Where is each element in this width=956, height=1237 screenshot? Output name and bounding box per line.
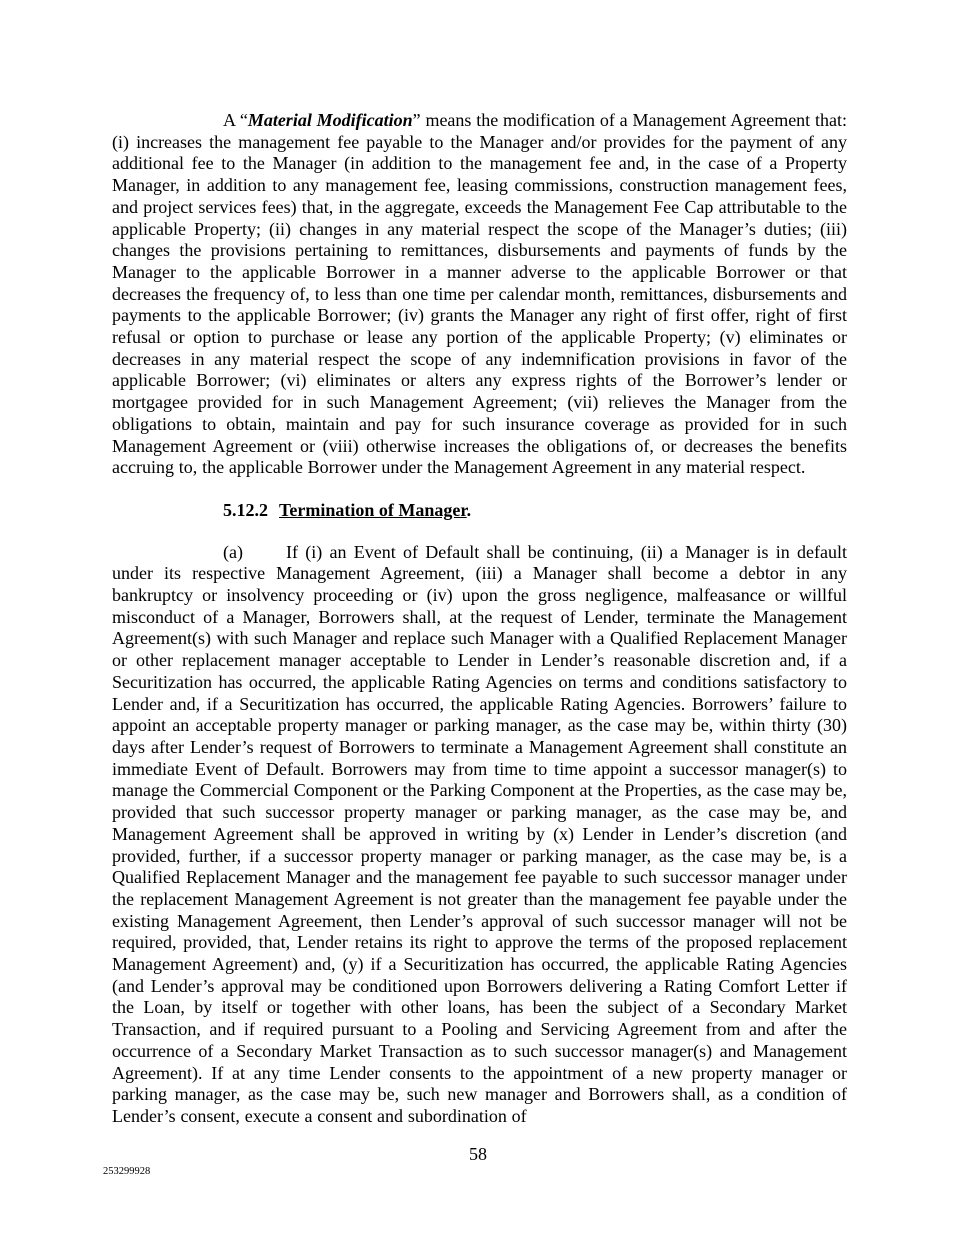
section-heading-5-12-2 xyxy=(112,500,847,522)
document-id-number: 253299928 xyxy=(103,1166,151,1177)
section-title: Termination of Manager xyxy=(279,499,467,520)
paragraph-body-text: ” means the modification of a Management Agreement that: (i) increases the management fee payable to the Manager and/or provides for the payment of any additional fee to the Manager (in addition to the management fee and, in the case of a Property Manager, in addition to any management fee, leasing commissions, construction management fees, and project services fees) that, in the aggregate, exceeds the Management Fee Cap attributable to the applicable Property; (ii) changes in any material respect the scope of the Manager’s duties; (iii) changes the provisions pertaining to remittances, disbursements and payments of funds by the Manager to the applicable Borrower in a manner adverse to the applicable Borrower or that decreases the frequency of, to less than one time per calendar month, remittances, disbursements and payments to the applicable Borrower; (iv) grants the Manager any right of first offer, right of first refusal or option to purchase or lease any portion of the applicable Property; (v) eliminates or decreases in any material respect the scope of any indemnification provisions in favor of the applicable Borrower; (vi) eliminates or alters any express rights of the Borrower’s lender or mortgagee provided for in such Management Agreement; (vii) relieves the Manager from the obligations to obtain, maintain and pay for such insurance coverage as provided for in such Management Agreement or (viii) otherwise increases the obligations of, or decreases the benefits accruing to, the applicable Borrower under the Management Agreement in any material respect. xyxy=(112,110,847,478)
paragraph-termination-a xyxy=(112,542,847,1128)
paragraph-material-modification xyxy=(112,110,847,479)
section-title-period: . xyxy=(466,499,472,520)
section-number: 5.12.2 xyxy=(223,499,268,520)
subsection-label: (a) xyxy=(223,541,243,562)
page-number: 58 xyxy=(469,1144,487,1164)
paragraph-prefix-text: A “ xyxy=(223,110,248,130)
paragraph-body-text: If (i) an Event of Default shall be continuing, (ii) a Manager is in default under its respective Management Agreement, (iii) a Manager shall become a debtor in any bankruptcy or insolvency proceeding or (iv) upon the gross negligence, malfeasance or willful misconduct of a Manager, Borrowers shall, at the request of Lender, terminate the Management Agreement(s) with such Manager and replace such Manager with a Qualified Replacement Manager or other replacement manager acceptable to Lender in Lender’s reasonable discretion and, if a Securitization has occurred, the applicable Rating Agencies on terms and conditions satisfactory to Lender and, if a Securitization has occurred, the applicable Rating Agencies. Borrowers’ failure to appoint an acceptable property manager or parking manager, as the case may be, within thirty (30) days after Lender’s request of Borrowers to terminate a Management Agreement shall constitute an immediate Event of Default. Borrowers may from time to time appoint a successor manager(s) to manage the Commercial Component or the Parking Component at the Properties, as the case may be, provided that such successor property manager or parking manager, as the case may be, and Management Agreement shall be approved in writing by (x) Lender in Lender’s discretion (and provided, further, if a successor property manager or parking manager, as the case may be, is a Qualified Replacement Manager and the management fee payable to such successor manager under the replacement Management Agreement is not greater than the management fee payable under the existing Management Agreement, then Lender’s approval of such successor manager will not be required, provided, that, Lender retains its right to approve the terms of the proposed replacement Management Agreement) and, (y) if a Securitization has occurred, the applicable Rating Agencies (and Lender’s approval may be conditioned upon Borrowers delivering a Rating Comfort Letter if the Loan, by itself or together with other loans, has been the subject of a Secondary Market Transaction, and if required pursuant to a Pooling and Servicing Agreement from and after the occurrence of a Secondary Market Transaction as to such successor manager(s) and Management Agreement). If at any time Lender consents to the appointment of a new property manager or parking manager, as the case may be, such new manager and Borrowers shall, as a condition of Lender’s consent, execute a consent and subordination of xyxy=(112,541,847,1126)
defined-term: Material Modification xyxy=(247,110,413,130)
document-body xyxy=(112,110,847,1128)
